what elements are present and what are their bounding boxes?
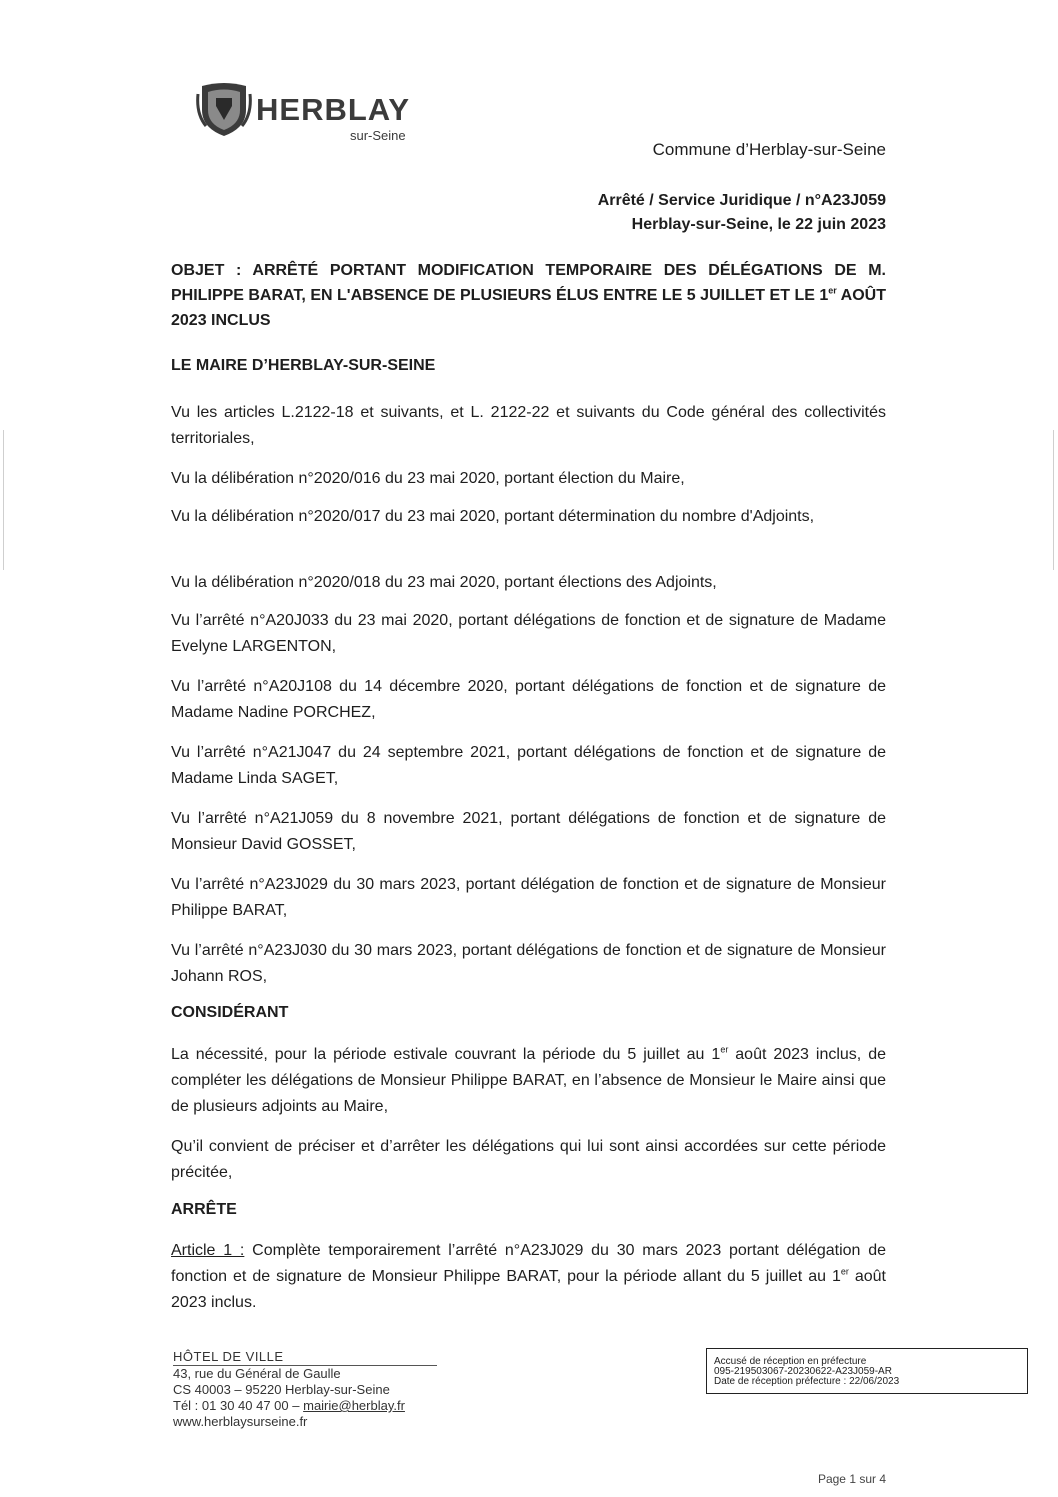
considerant-paragraph xyxy=(171,1042,886,1120)
objet-text-end: AOÛT 2023 INCLUS xyxy=(171,287,886,329)
objet-heading xyxy=(171,258,886,333)
visa-paragraph: Vu la délibération n°2020/018 du 23 mai 2020, portant élections des Adjoints, xyxy=(171,574,717,591)
logo-subtitle: sur-Seine xyxy=(350,128,406,143)
article-1-text-end: août 2023 inclus. xyxy=(171,1268,887,1311)
stamp-line: 095-219503067-20230622-A23J059-AR xyxy=(714,1366,892,1377)
article-1-superscript: er xyxy=(840,1266,849,1277)
stamp-line: Accusé de réception en préfecture xyxy=(714,1356,867,1367)
visa-paragraph: Vu les articles L.2122-18 et suivants, et L. 2122-22 et suivants du Code général des collectivités territoriales, xyxy=(171,404,886,447)
considerant-superscript: er xyxy=(720,1044,729,1055)
maire-heading: LE MAIRE D’HERBLAY-SUR-SEINE xyxy=(171,357,436,374)
visa-paragraph: Vu l’arrêté n°A21J047 du 24 septembre 2021, portant délégations de fonction et de signature de Madame Linda SAGET, xyxy=(171,744,886,787)
stamp-line: Date de réception préfecture : 22/06/2023 xyxy=(714,1376,900,1387)
footer-title: HÔTEL DE VILLE xyxy=(173,1349,437,1366)
objet-text: OBJET : ARRÊTÉ PORTANT MODIFICATION TEMPORAIRE DES DÉLÉGATIONS DE M. PHILIPPE BARAT, EN L'ABSENCE DE PLUSIEURS ÉLUS ENTRE LE 5 JUILLET ET LE 1 xyxy=(171,262,886,304)
footer-address-block xyxy=(173,1349,443,1430)
arrete-reference: Arrêté / Service Juridique / n°A23J059 xyxy=(597,192,886,209)
coat-of-arms-icon xyxy=(196,80,252,138)
page-number: Page 1 sur 4 xyxy=(817,1472,886,1486)
visa-paragraph: Vu la délibération n°2020/016 du 23 mai 2020, portant élection du Maire, xyxy=(171,470,685,487)
considerant-text-end: août 2023 inclus, de compléter les délégations de Monsieur Philippe BARAT, en l’absence de Monsieur le Maire ainsi que de plusieurs adjoints au Maire, xyxy=(171,1046,886,1115)
footer-address-line: 43, rue du Général de Gaulle xyxy=(173,1366,341,1381)
visa-paragraph: Vu l’arrêté n°A20J033 du 23 mai 2020, portant délégations de fonction et de signature de Madame Evelyne LARGENTON, xyxy=(171,612,886,655)
objet-superscript: er xyxy=(828,285,837,296)
visa-paragraph: Vu l’arrêté n°A23J029 du 30 mars 2023, portant délégation de fonction et de signature de Monsieur Philippe BARAT, xyxy=(171,876,886,919)
visa-paragraph: Vu la délibération n°2020/017 du 23 mai 2020, portant détermination du nombre d'Adjoints, xyxy=(171,508,815,525)
visa-paragraph: Vu l’arrêté n°A23J030 du 30 mars 2023, portant délégations de fonction et de signature de Monsieur Johann ROS, xyxy=(171,942,886,985)
article-1-text: Complète temporairement l’arrêté n°A23J029 du 30 mars 2023 portant délégation de fonction et de signature de Monsieur Philippe BARAT, pour la période allant du 5 juillet au 1 xyxy=(171,1242,887,1285)
considerant-text: La nécessité, pour la période estivale couvrant la période du 5 juillet au 1 xyxy=(171,1046,721,1063)
arrete-heading: ARRÊTE xyxy=(171,1201,237,1218)
visa-paragraph: Vu l’arrêté n°A21J059 du 8 novembre 2021, portant délégations de fonction et de signature de Monsieur David GOSSET, xyxy=(171,810,886,853)
footer-address-line: CS 40003 – 95220 Herblay-sur-Seine xyxy=(173,1382,390,1397)
date-line: Herblay-sur-Seine, le 22 juin 2023 xyxy=(631,216,886,233)
article-1-label: Article 1 : xyxy=(171,1242,245,1259)
prefecture-receipt-stamp xyxy=(706,1348,1028,1394)
considerant-paragraph: Qu’il convient de préciser et d’arrêter les délégations qui lui sont ainsi accordées sur cette période précitée, xyxy=(171,1138,886,1181)
visa-paragraph: Vu l’arrêté n°A20J108 du 14 décembre 2020, portant délégations de fonction et de signature de Madame Nadine PORCHEZ, xyxy=(171,678,886,721)
considerant-heading: CONSIDÉRANT xyxy=(171,1004,289,1021)
commune-name: Commune d’Herblay-sur-Seine xyxy=(652,140,886,159)
footer-email-link[interactable]: mairie@herblay.fr xyxy=(303,1398,405,1413)
article-1-paragraph xyxy=(171,1238,886,1316)
footer-phone: Tél : 01 30 40 47 00 – xyxy=(173,1398,304,1413)
footer-website-link[interactable]: www.herblaysurseine.fr xyxy=(173,1414,308,1429)
scan-edge-mark xyxy=(1053,430,1054,570)
herblay-logo xyxy=(196,78,436,148)
logo-name: HERBLAY xyxy=(256,92,410,127)
scan-edge-mark xyxy=(3,430,4,570)
footer-contact-line xyxy=(173,1398,443,1414)
